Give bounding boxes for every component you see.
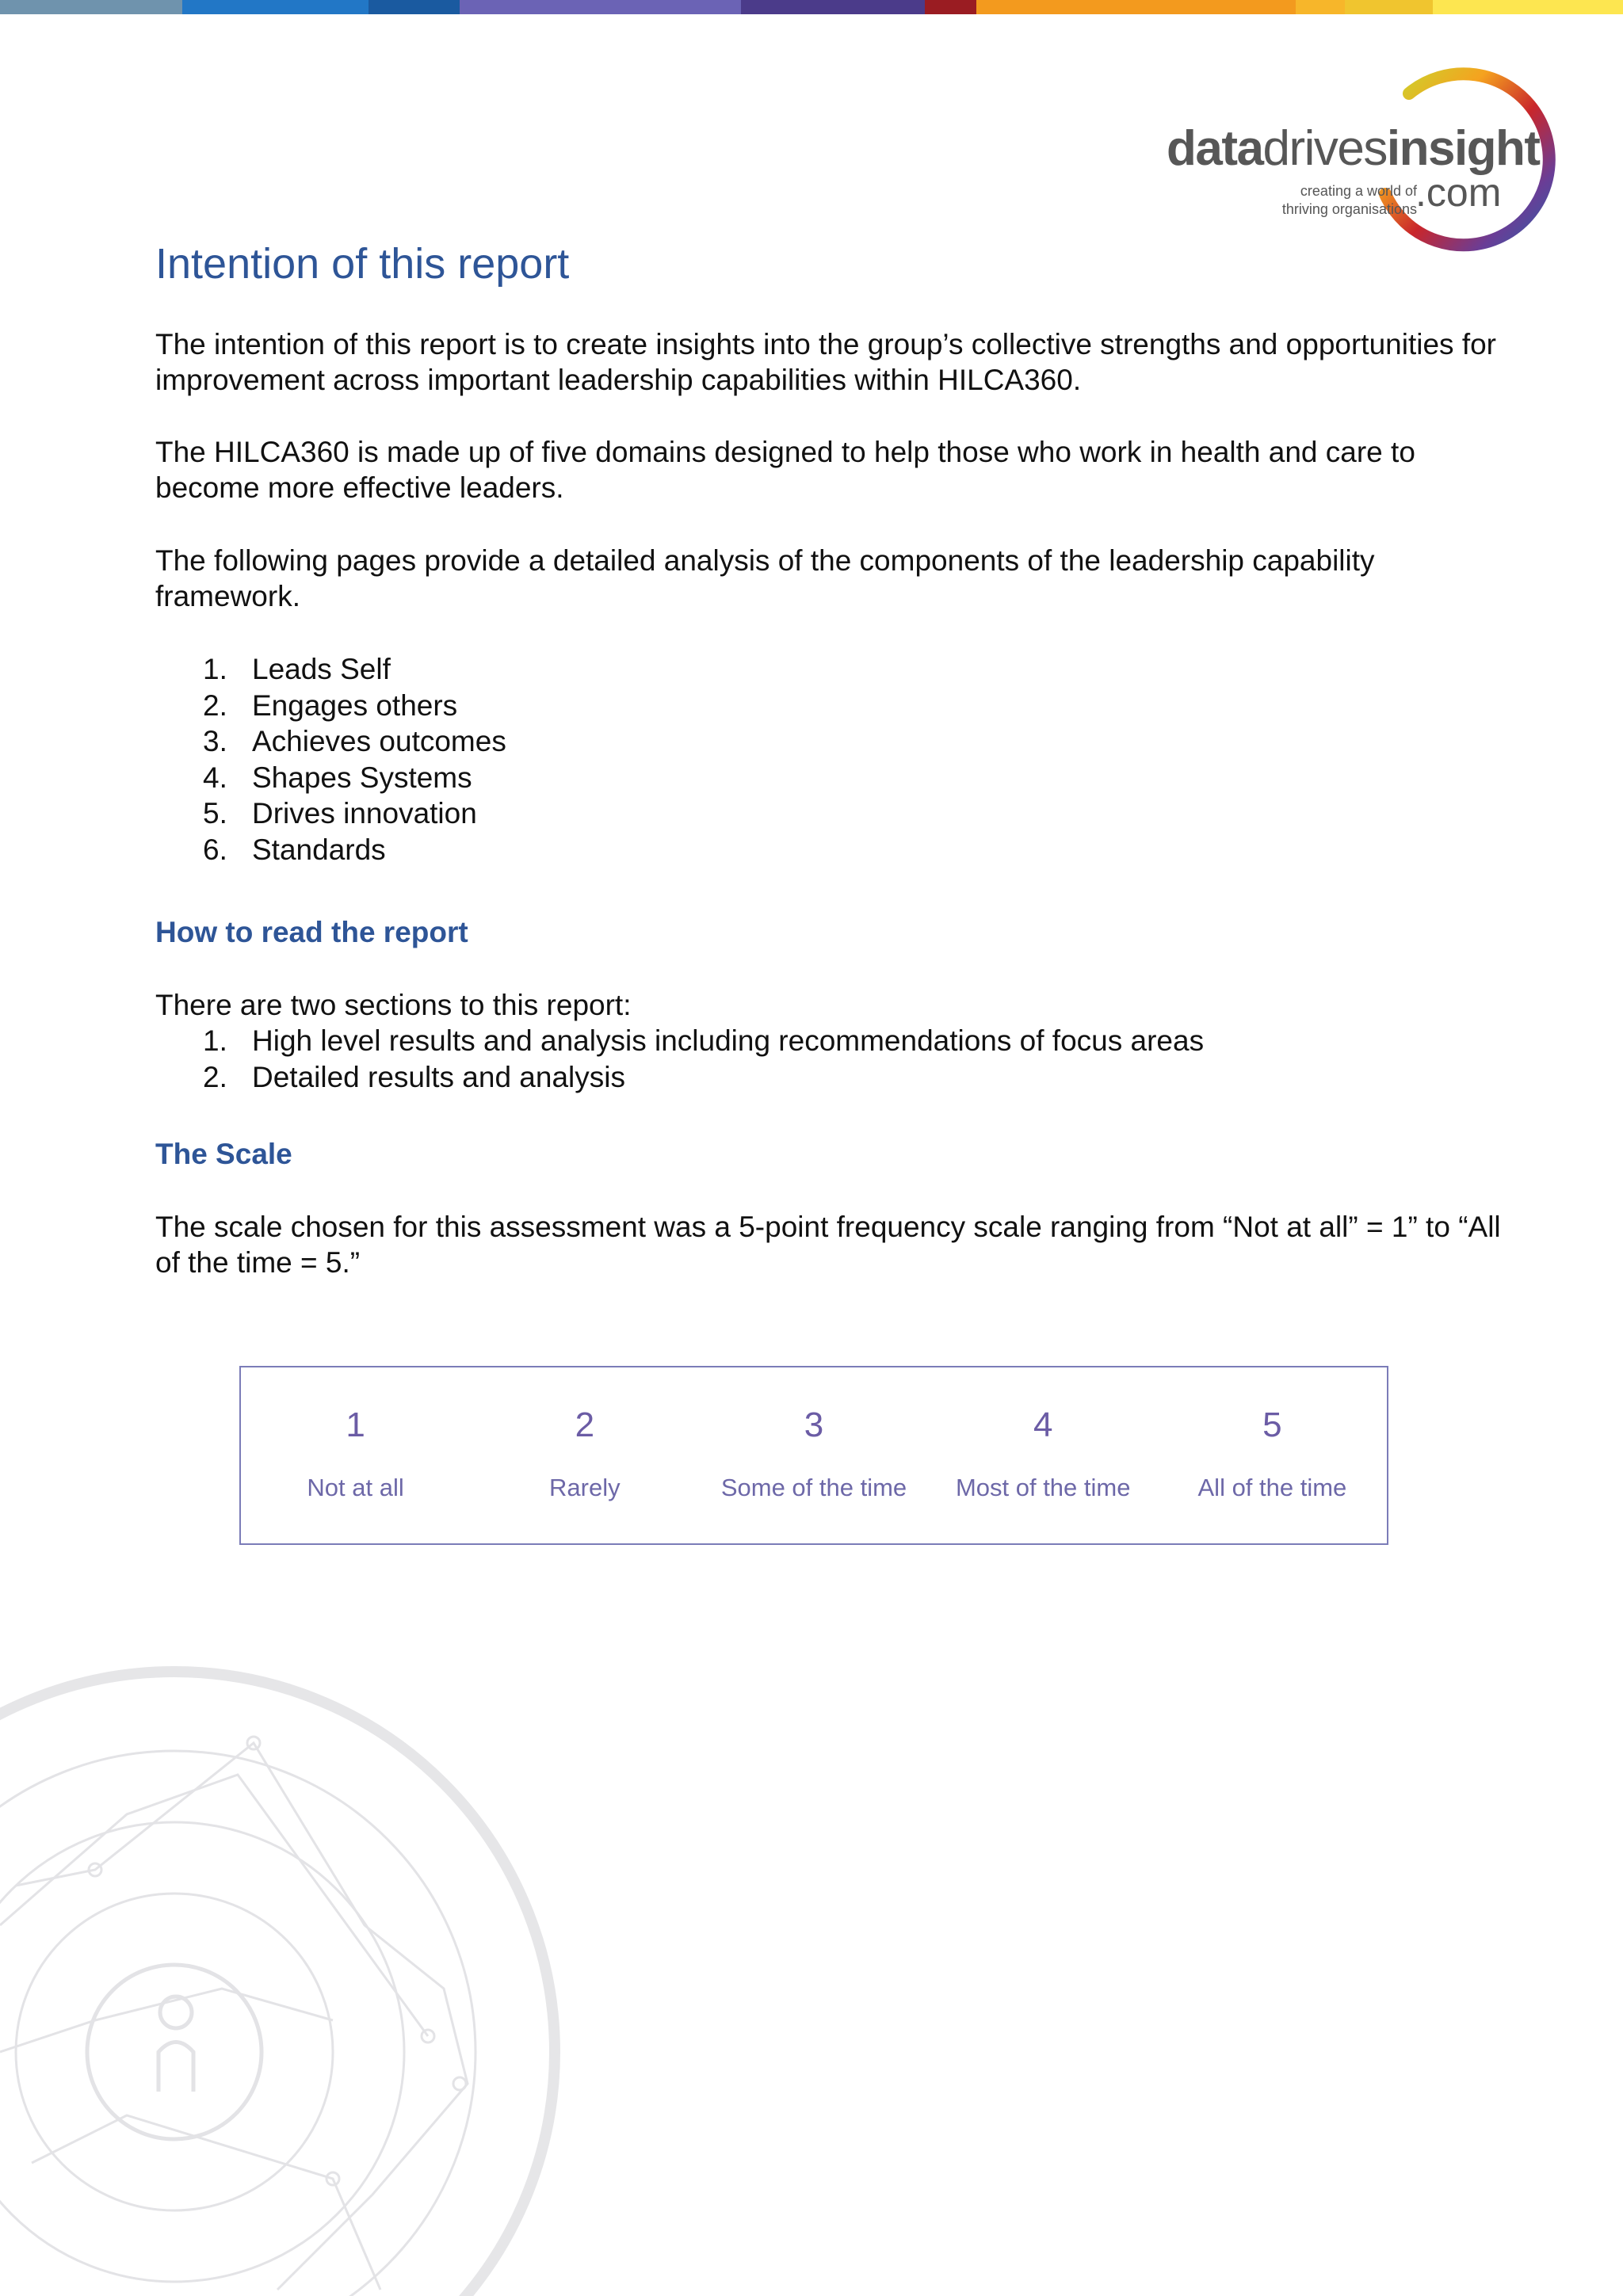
list-item: 1. Leads Self [203,653,391,685]
sections-list [203,1023,1204,1095]
intro-paragraph-3: The following pages provide a detailed analysis of the components of the leadership capability framework. [155,544,1375,612]
list-item: 2. Engages others [203,688,458,722]
scale-description: The scale chosen for this assessment was a 5-point frequency scale ranging from “Not at all” = 1” to “All of the time = 5.” [155,1211,1501,1279]
color-bar-segment [925,0,976,14]
scale-value: 1 [346,1405,365,1444]
color-bar-segment [369,0,460,14]
scale-value: 4 [1033,1405,1053,1444]
intro-paragraph-2: The HILCA360 is made up of five domains designed to help those who work in health and care to become more effective leaders. [155,436,1415,504]
how-to-read-heading: How to read the report [155,916,468,948]
scale-point [470,1367,699,1543]
frequency-scale-table [239,1366,1388,1545]
color-bar-segment [1345,0,1433,14]
color-bar-segment [460,0,741,14]
scale-label: All of the time [1197,1474,1347,1501]
list-item: 1. High level results and analysis including recommendations of focus areas [203,1024,1205,1057]
domains-list [203,651,506,868]
logo-tagline: creating a world of thriving organisations [1281,183,1417,217]
scale-label: Rarely [549,1474,621,1501]
scale-value: 2 [575,1405,595,1444]
list-item: 6. Standards [203,833,386,866]
page-title: Intention of this report [155,240,570,288]
color-bar-segment [976,0,1296,14]
background-watermark [0,1608,792,2296]
list-item: 5. Drives innovation [203,797,477,830]
color-bar-segment [1433,0,1623,14]
scale-heading: The Scale [155,1138,292,1170]
header-color-bar [0,0,1623,14]
scale-value: 5 [1262,1405,1282,1444]
company-logo [1157,63,1561,254]
scale-point [929,1367,1158,1543]
how-to-read-intro: There are two sections to this report: [155,989,632,1021]
color-bar-segment [741,0,925,14]
color-bar-segment [182,0,369,14]
scale-point [699,1367,928,1543]
list-item: 3. Achieves outcomes [203,725,506,757]
scale-label: Most of the time [955,1474,1131,1501]
scale-label: Not at all [307,1474,404,1501]
list-item: 2. Detailed results and analysis [203,1060,625,1093]
list-item: 4. Shapes Systems [203,761,472,794]
color-bar-segment [0,0,182,14]
scale-point [241,1367,470,1543]
scale-label: Some of the time [720,1474,907,1501]
scale-point [1158,1367,1387,1543]
color-bar-segment [1296,0,1345,14]
intro-paragraph-1: The intention of this report is to create insights into the group’s collective strengths and opportunities for improvement across important leadership capabilities within HILCA360. [155,328,1496,396]
logo-domain: .com [1415,170,1502,215]
scale-value: 3 [804,1405,824,1444]
logo-wordmark: datadrivesinsight [1167,121,1540,176]
